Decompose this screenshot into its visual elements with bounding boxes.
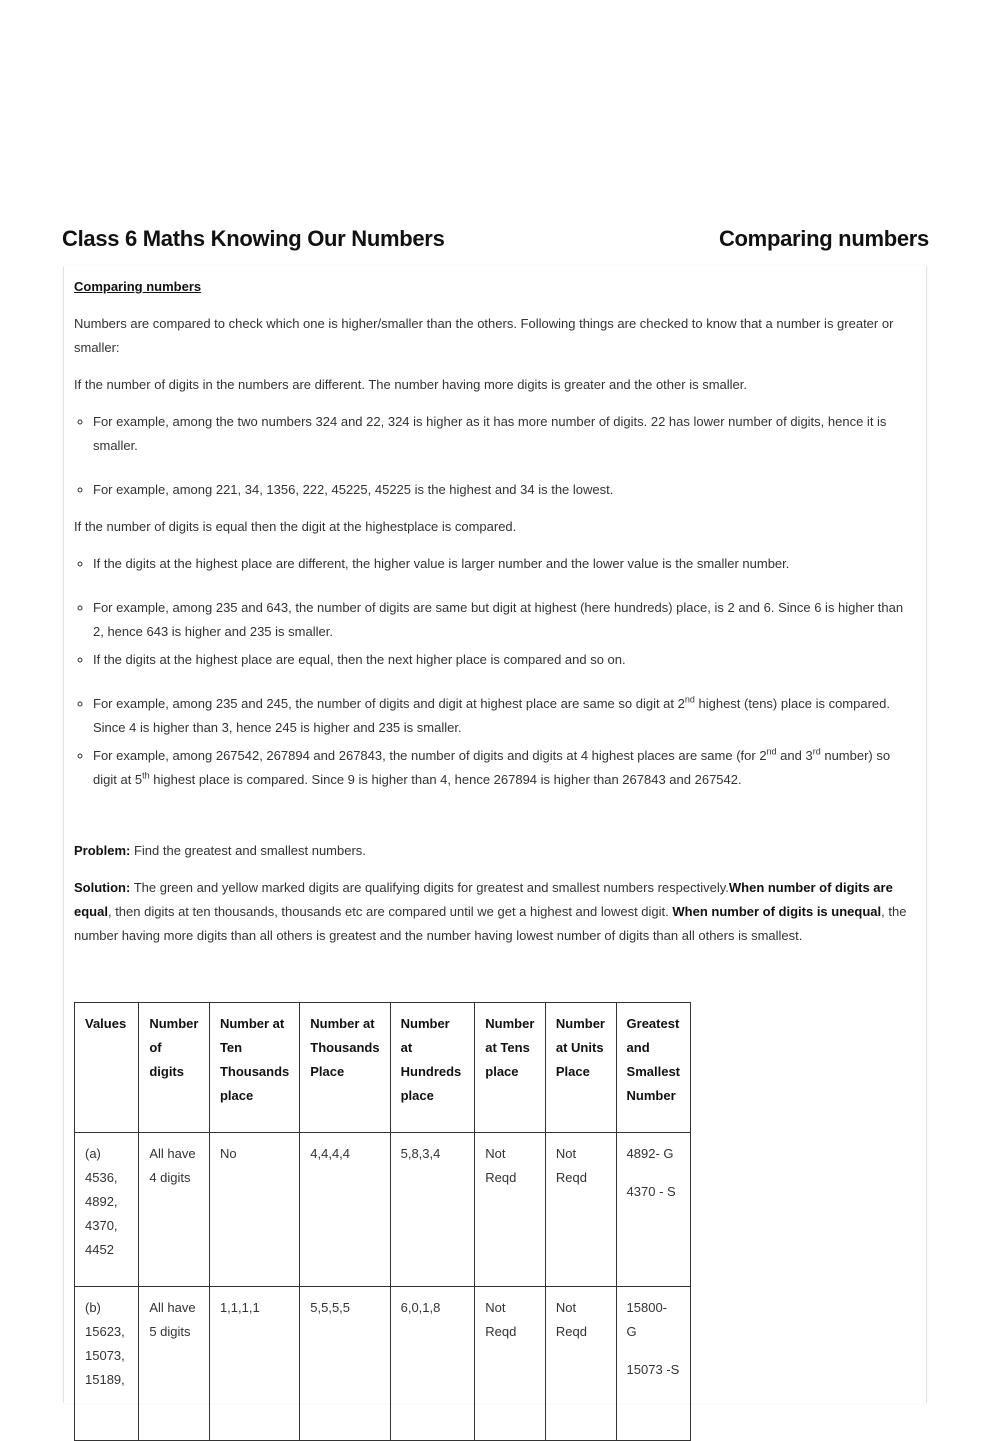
section-title: Comparing numbers bbox=[74, 279, 202, 294]
cell-hundreds: 5,8,3,4 bbox=[390, 1133, 475, 1287]
solution-text: The green and yellow marked digits are qualifying digits for greatest and smallest numbers respectively. bbox=[130, 880, 729, 895]
content-card bbox=[63, 266, 927, 1403]
greatest-value: 15800- G bbox=[626, 1300, 668, 1339]
solution-text: , then digits at ten thousands, thousands etc are compared until we get a highest and lowest digit. bbox=[107, 904, 673, 919]
column-header: Number at Units Place bbox=[545, 1003, 616, 1133]
smallest-value: 15073 -S bbox=[626, 1362, 680, 1377]
cell-tens: Not Reqd bbox=[475, 1287, 546, 1441]
page-title: Class 6 Maths Knowing Our Numbers bbox=[62, 226, 445, 251]
cell-units: Not Reqd bbox=[545, 1133, 616, 1287]
cell-result bbox=[616, 1133, 690, 1287]
column-header: Number of digits bbox=[139, 1003, 210, 1133]
column-header: Greatest and Smallest Number bbox=[616, 1003, 690, 1133]
cell-values: (b) 15623, 15073, 15189, bbox=[75, 1287, 139, 1441]
list-item: ◦ If the digits at the highest place are different, the higher value is larger number and the lower value is the smaller number. bbox=[93, 552, 916, 576]
column-header: Number at Tens place bbox=[475, 1003, 546, 1133]
solution-emphasis: When number of digits are equal bbox=[74, 880, 893, 919]
cell-thousands: 4,4,4,4 bbox=[300, 1133, 390, 1287]
cell-units: Not Reqd bbox=[545, 1287, 616, 1441]
ordinal-suffix: rd bbox=[812, 746, 821, 757]
solution-text: , the number having more digits than all others is greatest and the number having lowest number of digits than all others is smallest. bbox=[74, 904, 907, 943]
list-item: ◦ For example, among the two numbers 324 and 22, 324 is higher as it has more number of digits. 22 has lower number of digits, hence it is smaller. bbox=[93, 410, 916, 458]
list-item bbox=[93, 692, 916, 740]
list-item: ◦ For example, among 221, 34, 1356, 222, 45225, 45225 is the highest and 34 is the lowest. bbox=[93, 478, 916, 502]
table-header-row bbox=[75, 1003, 691, 1133]
cell-ten-thousands: No bbox=[209, 1133, 299, 1287]
example-text: highest place is compared. Since 9 is higher than 4, hence 267894 is higher than 267843 and 267542. bbox=[149, 772, 742, 787]
cell-hundreds: 6,0,1,8 bbox=[390, 1287, 475, 1441]
problem-text: Find the greatest and smallest numbers. bbox=[130, 843, 366, 858]
solution-label: Solution: bbox=[74, 880, 131, 895]
cell-thousands: 5,5,5,5 bbox=[300, 1287, 390, 1441]
column-header: Number at Thousands Place bbox=[300, 1003, 390, 1133]
column-header: Number at Ten Thousands place bbox=[209, 1003, 299, 1133]
cell-result bbox=[616, 1287, 690, 1441]
rule2-examples bbox=[74, 552, 916, 792]
rule1-examples bbox=[74, 410, 916, 502]
list-item: ◦ If the digits at the highest place are equal, then the next higher place is compared and so on. bbox=[93, 648, 916, 672]
table-row bbox=[75, 1133, 691, 1287]
table-row bbox=[75, 1287, 691, 1441]
example-text: For example, among 235 and 245, the number of digits and digit at highest place are same so digit at 2 bbox=[93, 696, 685, 711]
column-header: Number at Hundreds place bbox=[390, 1003, 475, 1133]
intro-paragraph: Numbers are compared to check which one is higher/smaller than the others. Following things are checked to know that a number is greater or smaller: bbox=[74, 316, 894, 355]
cell-tens: Not Reqd bbox=[475, 1133, 546, 1287]
solution-emphasis: When number of digits is unequal bbox=[672, 904, 882, 919]
problem-statement bbox=[74, 839, 916, 863]
ordinal-suffix: nd bbox=[766, 746, 777, 757]
list-item: ◦ For example, among 235 and 643, the number of digits are same but digit at highest (here hundreds) place, is 2 and 6. Since 6 is higher than 2, hence 643 is higher and 235 is smaller. bbox=[93, 596, 916, 644]
rule-unequal-digits: If the number of digits in the numbers are different. The number having more digits is greater and the other is smaller. bbox=[74, 377, 747, 392]
topic-title: Comparing numbers bbox=[718, 226, 929, 251]
cell-digits: All have 5 digits bbox=[139, 1287, 210, 1441]
comparison-table bbox=[74, 1002, 691, 1441]
example-text: For example, among 267542, 267894 and 267843, the number of digits and digits at 4 highest places are same (for 2 bbox=[93, 748, 767, 763]
solution-statement bbox=[74, 876, 916, 948]
ordinal-suffix: nd bbox=[684, 694, 695, 705]
cell-digits: All have 4 digits bbox=[139, 1133, 210, 1287]
page-header bbox=[62, 226, 929, 252]
smallest-value: 4370 - S bbox=[626, 1184, 676, 1199]
rule-equal-digits: If the number of digits is equal then the digit at the highestplace is compared. bbox=[74, 519, 517, 534]
cell-ten-thousands: 1,1,1,1 bbox=[209, 1287, 299, 1441]
cell-values: (a) 4536, 4892, 4370, 4452 bbox=[75, 1133, 139, 1287]
example-text: highest (tens) place is compared. Since 4 is higher than 3, hence 245 is higher and 235 is smaller. bbox=[93, 696, 890, 735]
example-text: number) so digit at 5 bbox=[93, 748, 891, 787]
ordinal-suffix: th bbox=[142, 770, 150, 781]
problem-label: Problem: bbox=[74, 843, 131, 858]
example-text: and 3 bbox=[776, 748, 813, 763]
greatest-value: 4892- G bbox=[626, 1146, 674, 1161]
list-item bbox=[93, 744, 916, 792]
column-header: Values bbox=[75, 1003, 139, 1133]
